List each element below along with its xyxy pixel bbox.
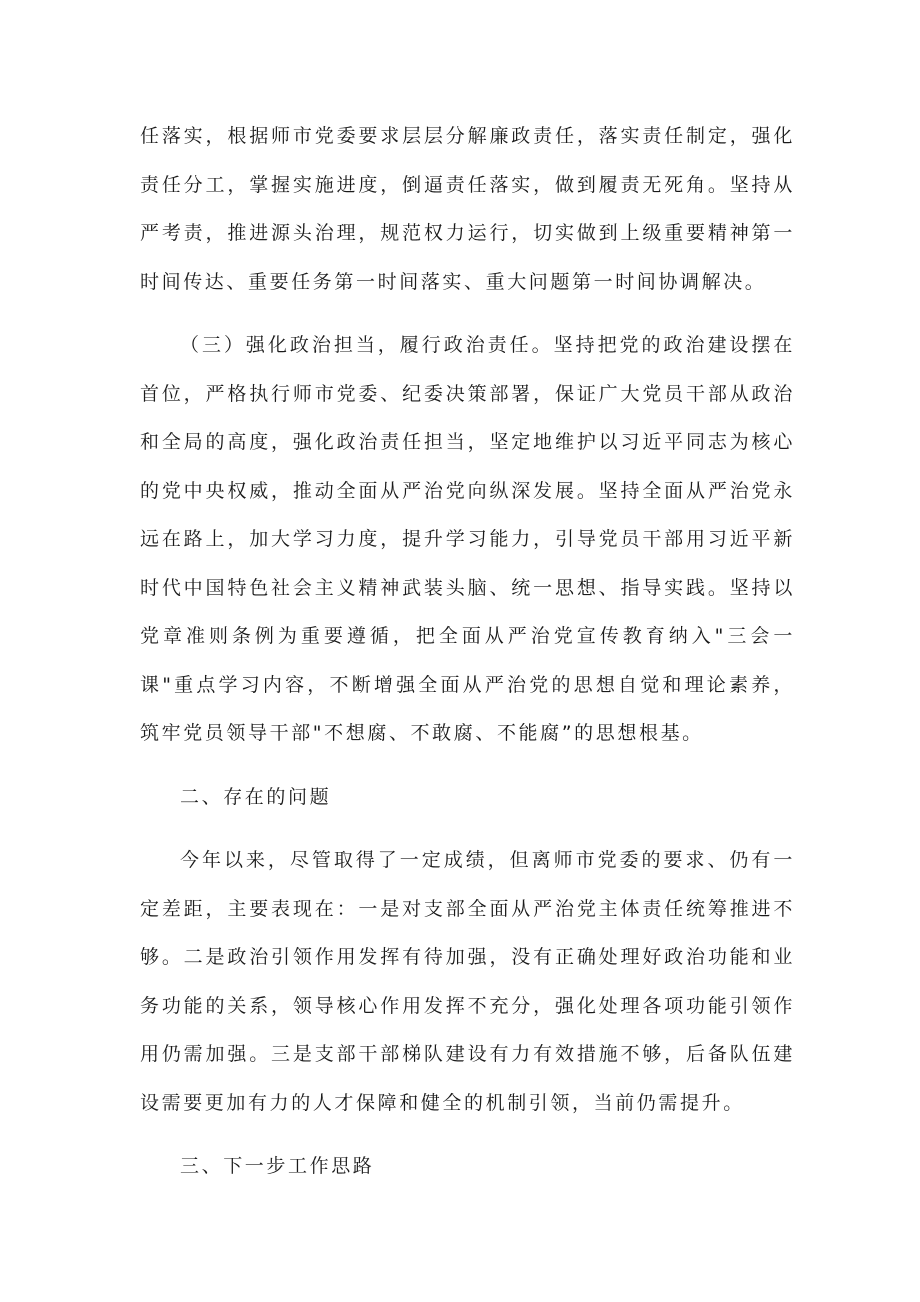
heading-next-steps: 三、下一步工作思路 [180,1155,375,1177]
heading-existing-problems: 二、存在的问题 [180,785,332,808]
paragraph-continuation: 任落实，根据师市党委要求层层分解廉政责任，落实责任制定，强化责任分工，掌握实施进度，倒逼责任落实，做到履责无死角。坚持从严考责，推进源头治理，规范权力运行，切实做到上级重要精神第一时间传达、重要任务第一时间落实、重大问题第一时间协调解决。 [140,125,795,293]
paragraph-problems: 今年以来，尽管取得了一定成绩，但离师市党委的要求、仍有一定差距，主要表现在：一是对支部全面从严治党主体责任统筹推进不够。二是政治引领作用发挥有待加强，没有正确处理好政治功能和业务功能的关系，领导核心作用发挥不充分，强化处理各项功能引领作用仍需加强。三是支部干部梯队建设有力有效措施不够，后备队伍建设需要更加有力的人才保障和健全的机制引领，当前仍需提升。 [140,849,795,1114]
document-page [140,112,795,1191]
paragraph-section-3: （三）强化政治担当，履行政治责任。坚持把党的政治建设摆在首位，严格执行师市党委、纪委决策部署，保证广大党员干部从政治和全局的高度，强化政治责任担当，坚定地维护以习近平同志为核心的党中央权威，推动全面从严治党向纵深发展。坚持全面从严治党永远在路上，加大学习力度，提升学习能力，引导党员干部用习近平新时代中国特色社会主义精神武装头脑、统一思想、指导实践。坚持以党章准则条例为重要遵循，把全面从严治党宣传教育纳入"三会一课"重点学习内容，不断增强全面从严治党的思想自觉和理论素养，筑牢党员领导干部"不想腐、不敢腐、不能腐”的思想根基。 [140,334,795,744]
